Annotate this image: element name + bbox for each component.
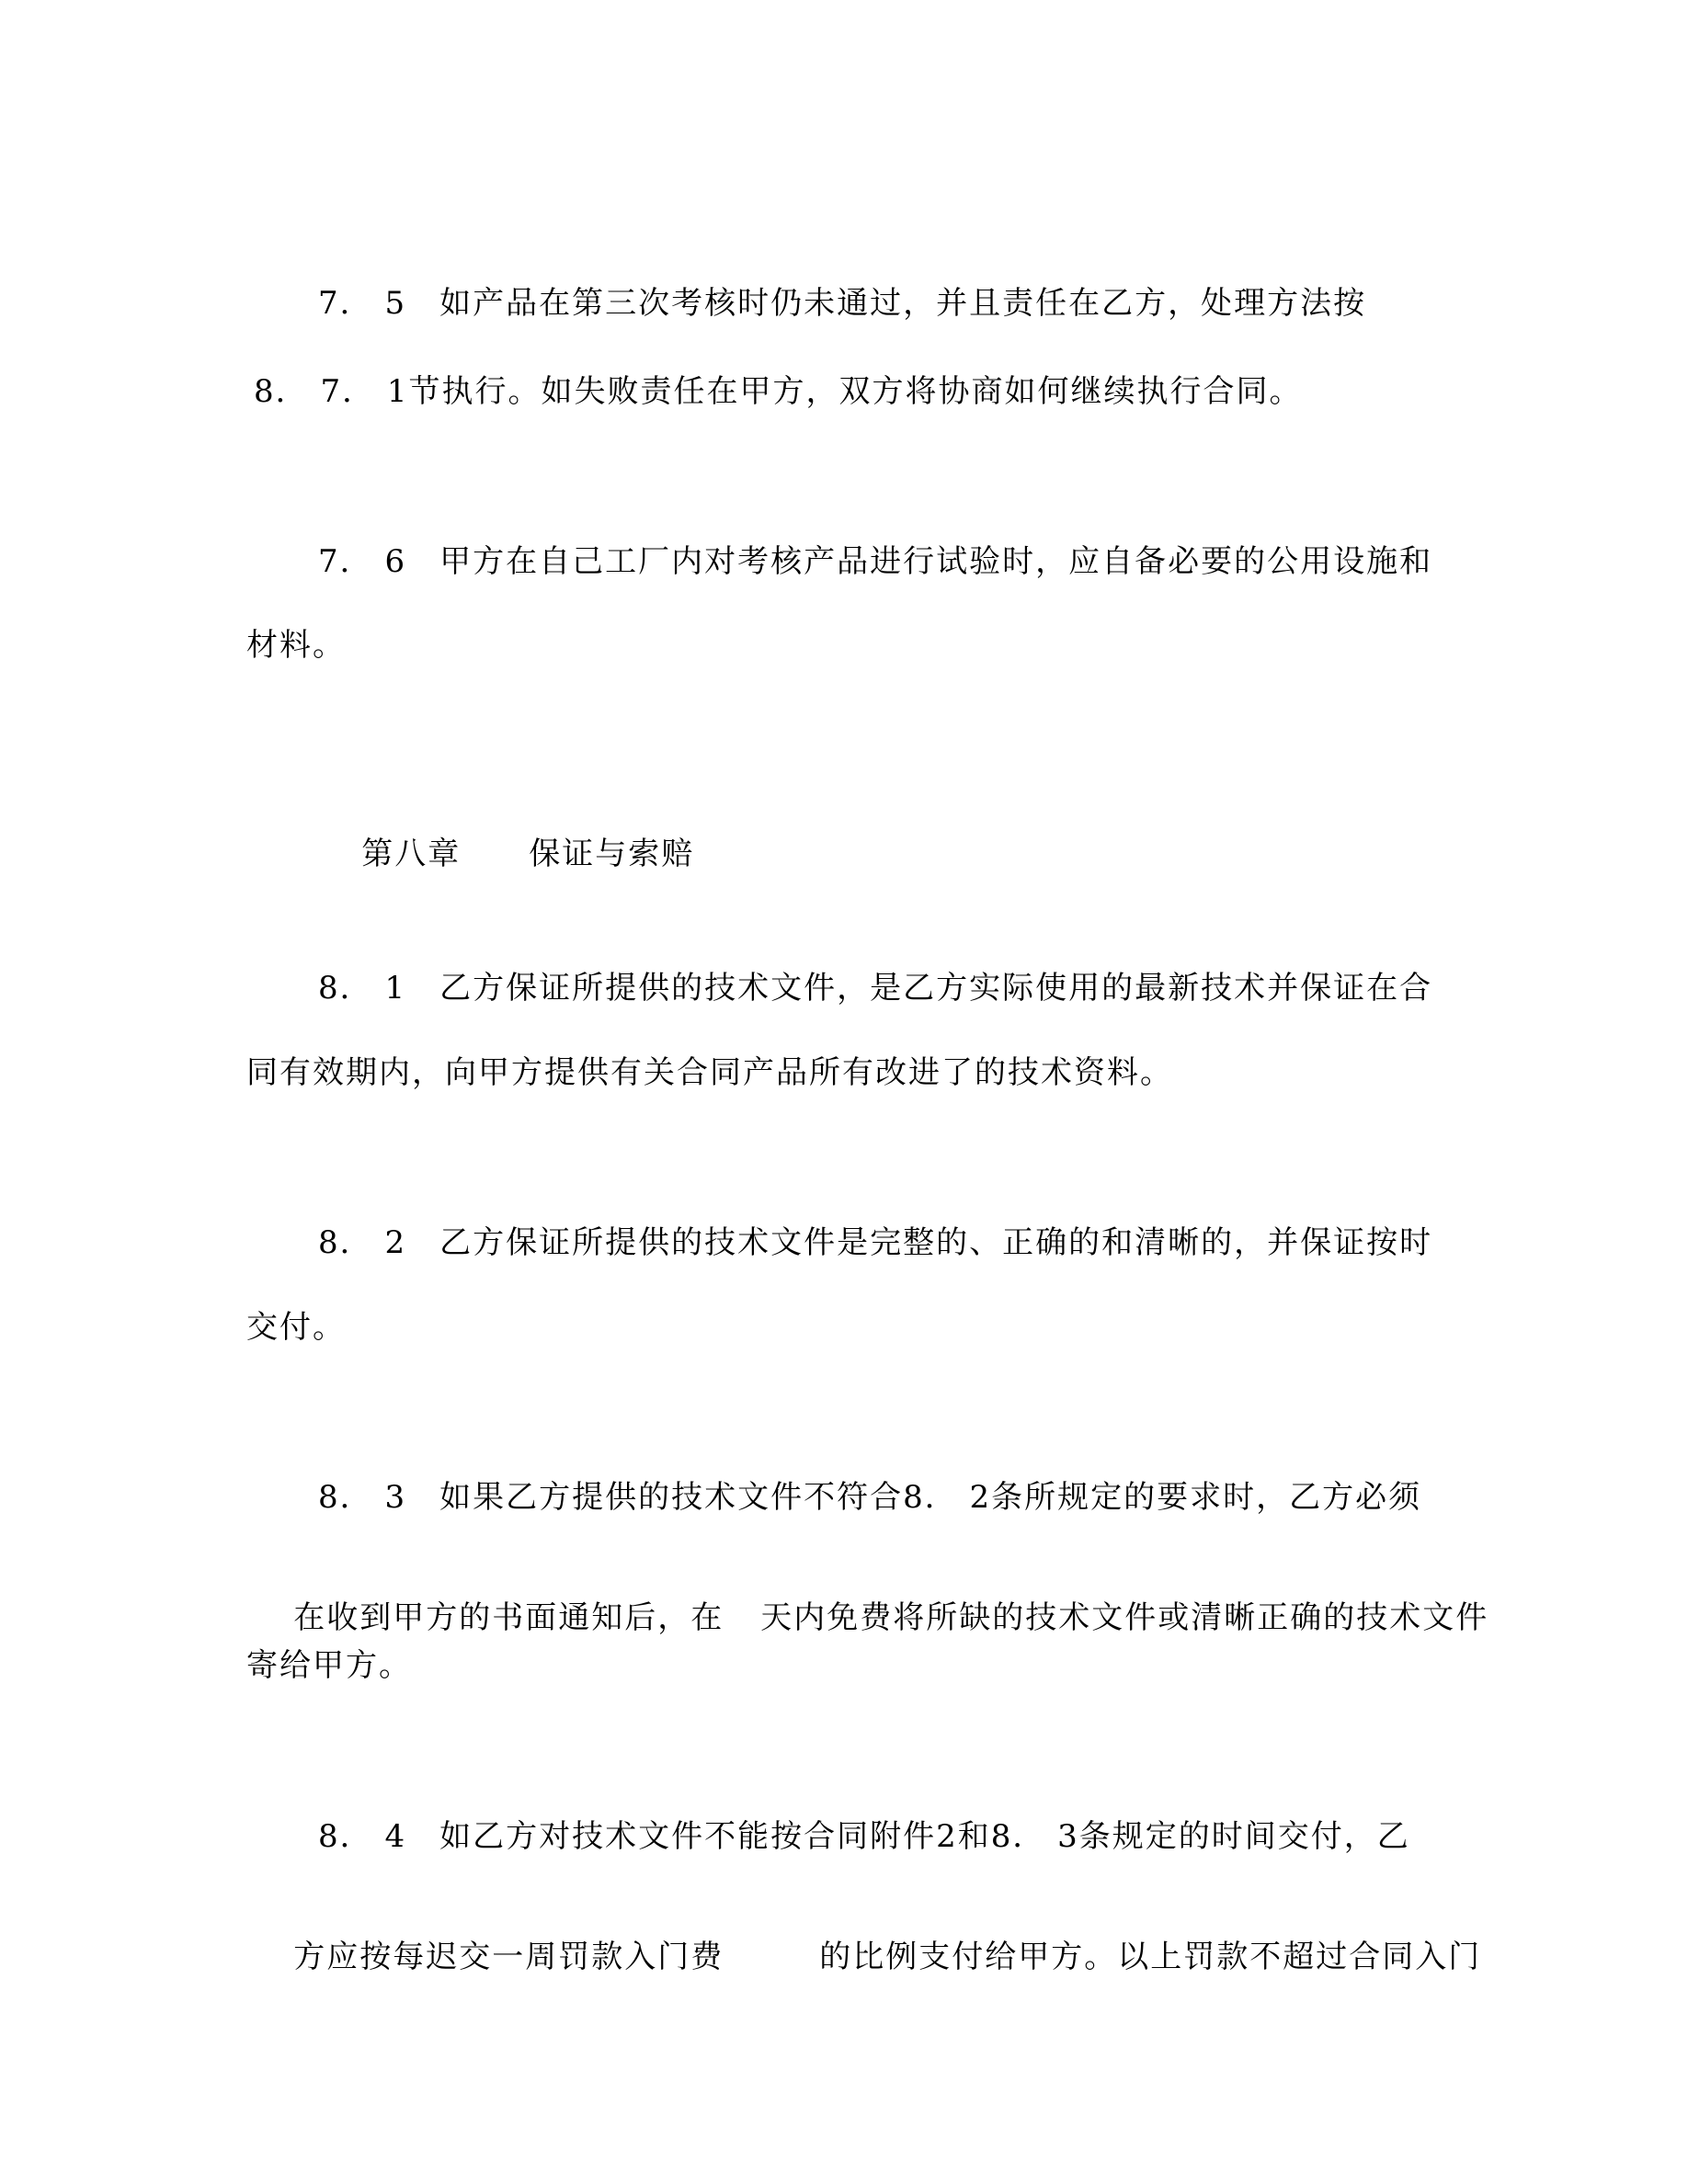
clause-8-4-line-2 xyxy=(246,1902,1481,2012)
clause-8-3-line-1: 8． 3 如果乙方提供的技术文件不符合8． 2条所规定的要求时，乙方必须 xyxy=(318,1479,1422,1516)
clause-8-4-line-1: 8． 4 如乙方对技术文件不能按合同附件2和8． 3条规定的时间交付，乙 xyxy=(318,1818,1410,1855)
clause-8-3-line-2 xyxy=(246,1563,1488,1673)
clause-8-1-line-2: 同有效期内，向甲方提供有关合同产品所有改进了的技术资料。 xyxy=(246,1054,1173,1091)
clause-8-2-line-2: 交付。 xyxy=(246,1309,346,1346)
clause-7-5-line-2: 8． 7． 1节执行。如失败责任在甲方，双方将协商如何继续执行合同。 xyxy=(254,373,1303,410)
clause-8-2-line-1: 8． 2 乙方保证所提供的技术文件是完整的、正确的和清晰的，并保证按时 xyxy=(318,1224,1433,1261)
clause-8-4-line-2-part-2: 的比例支付给甲方。以上罚款不超过合同入门 xyxy=(819,1939,1482,1975)
clause-7-5-line-1: 7． 5 如产品在第三次考核时仍未通过，并且责任在乙方，处理方法按 xyxy=(318,285,1367,322)
chapter-title: 保证与索赔 xyxy=(529,836,695,872)
clause-8-1-line-1: 8． 1 乙方保证所提供的技术文件，是乙方实际使用的最新技术并保证在合 xyxy=(318,970,1433,1007)
clause-7-6-line-1: 7． 6 甲方在自己工厂内对考核产品进行试验时，应自备必要的公用设施和 xyxy=(318,543,1433,580)
clause-8-3-line-3: 寄给甲方。 xyxy=(246,1647,412,1684)
clause-8-3-line-2-part-1: 在收到甲方的书面通知后，在 xyxy=(293,1599,724,1636)
clause-8-3-line-2-part-2: 天内免费将所缺的技术文件或清晰正确的技术文件 xyxy=(760,1599,1489,1636)
clause-8-4-line-2-part-1: 方应按每迟交一周罚款入门费 xyxy=(293,1939,724,1975)
chapter-label: 第八章 xyxy=(361,836,462,872)
chapter-heading xyxy=(314,799,694,909)
clause-7-6-line-2: 材料。 xyxy=(246,627,346,664)
